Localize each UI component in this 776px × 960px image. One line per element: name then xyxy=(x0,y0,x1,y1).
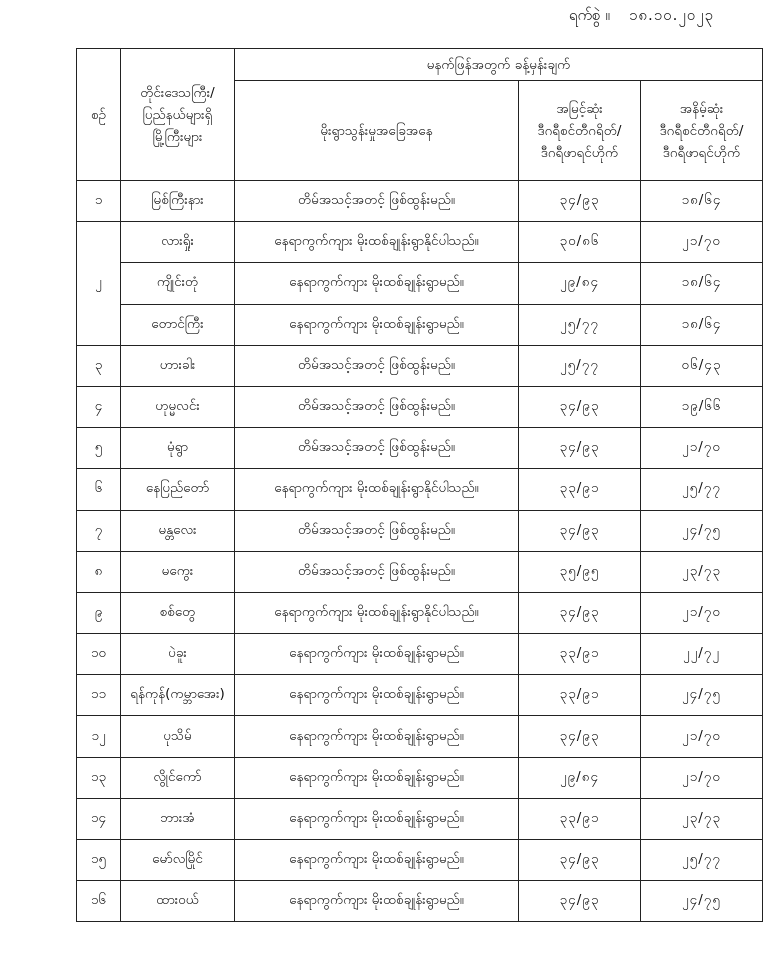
serial-cell: ၆ xyxy=(77,469,121,510)
condition-cell: နေရာကွက်ကျား မိုးထစ်ချုန်းရွာမည်။ xyxy=(235,304,519,345)
table-row xyxy=(77,675,763,716)
serial-cell: ၁၆ xyxy=(77,881,121,922)
table-row xyxy=(77,592,763,633)
condition-cell: နေရာကွက်ကျား မိုးထစ်ချုန်းရွာနိုင်ပါသည်။ xyxy=(235,222,519,263)
min-temp-cell: ၂၄/၇၅ xyxy=(641,510,763,551)
max-temp-cell: ၃၄/၉၃ xyxy=(519,181,641,222)
city-cell: ထားဝယ် xyxy=(121,881,235,922)
date-line xyxy=(569,6,714,28)
max-temp-cell: ၂၉/၈၄ xyxy=(519,263,641,304)
serial-cell: ၈ xyxy=(77,551,121,592)
city-cell: ကျိုင်းတုံ xyxy=(121,263,235,304)
city-cell: ပုသိမ် xyxy=(121,716,235,757)
min-temp-cell: ၂၁/၇၀ xyxy=(641,592,763,633)
city-cell: ဘားအံ xyxy=(121,798,235,839)
city-cell: လွိုင်ကော် xyxy=(121,757,235,798)
serial-cell: ၅ xyxy=(77,428,121,469)
max-temp-cell: ၃၅/၉၅ xyxy=(519,551,641,592)
max-temp-cell: ၃၃/၉၁ xyxy=(519,675,641,716)
serial-header: စဉ် xyxy=(77,49,121,181)
city-cell: လားရှိုး xyxy=(121,222,235,263)
condition-cell: နေရာကွက်ကျား မိုးထစ်ချုန်းရွာမည်။ xyxy=(235,757,519,798)
city-cell: ဟားခါး xyxy=(121,345,235,386)
table-row xyxy=(77,510,763,551)
min-temp-cell: ၂၃/၇၃ xyxy=(641,551,763,592)
max-temp-cell: ၂၅/၇၇ xyxy=(519,304,641,345)
max-temp-cell: ၃၄/၉၃ xyxy=(519,840,641,881)
forecast-table xyxy=(76,48,763,922)
min-header-line3: ဒီဂရီဖာရင်ဟိုက် xyxy=(662,144,741,161)
forecast-group-header: မနက်ဖြန်အတွက် ခန့်မှန်းချက် xyxy=(235,49,763,81)
table-row xyxy=(77,222,763,263)
min-temp-cell: ၁၈/၆၄ xyxy=(641,304,763,345)
min-temp-cell: ၁၈/၆၄ xyxy=(641,181,763,222)
city-cell: မော်လမြိုင် xyxy=(121,840,235,881)
condition-cell: တိမ်အသင့်အတင့် ဖြစ်ထွန်းမည်။ xyxy=(235,181,519,222)
city-cell: မန္တလေး xyxy=(121,510,235,551)
condition-header: မိုးရွာသွန်းမှုအခြေအနေ xyxy=(235,81,519,181)
min-temp-cell: ၂၅/၇၇ xyxy=(641,469,763,510)
min-temp-header xyxy=(641,81,763,181)
condition-cell: နေရာကွက်ကျား မိုးထစ်ချုန်းရွာမည်။ xyxy=(235,881,519,922)
serial-cell: ၁၄ xyxy=(77,798,121,839)
max-temp-cell: ၃၄/၉၃ xyxy=(519,592,641,633)
max-header-line2: ဒီဂရီစင်တီဂရိတ်/ xyxy=(537,122,622,139)
serial-cell: ၄ xyxy=(77,386,121,427)
city-cell: ပဲခူး xyxy=(121,634,235,675)
serial-cell: ၃ xyxy=(77,345,121,386)
condition-cell: နေရာကွက်ကျား မိုးထစ်ချုန်းရွာမည်။ xyxy=(235,840,519,881)
min-temp-cell: ၂၁/၇၀ xyxy=(641,716,763,757)
condition-cell: တိမ်အသင့်အတင့် ဖြစ်ထွန်းမည်။ xyxy=(235,551,519,592)
table-row xyxy=(77,757,763,798)
max-temp-cell: ၃၄/၉၃ xyxy=(519,881,641,922)
min-temp-cell: ၁၉/၆၆ xyxy=(641,386,763,427)
city-cell: မြစ်ကြီးနား xyxy=(121,181,235,222)
condition-cell: တိမ်အသင့်အတင့် ဖြစ်ထွန်းမည်။ xyxy=(235,428,519,469)
region-header-line1: တိုင်းဒေသကြီး/ xyxy=(140,84,215,101)
max-temp-cell: ၃၃/၉၁ xyxy=(519,634,641,675)
condition-cell: နေရာကွက်ကျား မိုးထစ်ချုန်းရွာမည်။ xyxy=(235,675,519,716)
max-temp-cell: ၂၉/၈၄ xyxy=(519,757,641,798)
max-temp-cell: ၃၃/၉၁ xyxy=(519,798,641,839)
serial-cell: ၇ xyxy=(77,510,121,551)
min-header-line2: ဒီဂရီစင်တီဂရိတ်/ xyxy=(659,122,744,139)
city-cell: မုံရွာ xyxy=(121,428,235,469)
city-cell: စစ်တွေ xyxy=(121,592,235,633)
min-temp-cell: ၁၈/၆၄ xyxy=(641,263,763,304)
condition-cell: နေရာကွက်ကျား မိုးထစ်ချုန်းရွာနိုင်ပါသည်။ xyxy=(235,469,519,510)
min-header-line1: အနိမ့်ဆုံး xyxy=(679,100,724,117)
city-cell: နေပြည်တော် xyxy=(121,469,235,510)
serial-cell: ၁၅ xyxy=(77,840,121,881)
table-row xyxy=(77,386,763,427)
serial-cell: ၁၃ xyxy=(77,757,121,798)
serial-cell: ၁ xyxy=(77,181,121,222)
condition-cell: နေရာကွက်ကျား မိုးထစ်ချုန်းရွာနိုင်ပါသည်။ xyxy=(235,592,519,633)
max-temp-header xyxy=(519,81,641,181)
min-temp-cell: ၂၅/၇၇ xyxy=(641,840,763,881)
region-header xyxy=(121,49,235,181)
min-temp-cell: ၀၆/၄၃ xyxy=(641,345,763,386)
table-row xyxy=(77,634,763,675)
table-row xyxy=(77,181,763,222)
max-header-line1: အမြင့်ဆုံး xyxy=(556,100,603,117)
min-temp-cell: ၂၃/၇၃ xyxy=(641,798,763,839)
table-row xyxy=(77,304,763,345)
table-row xyxy=(77,798,763,839)
serial-cell: ၁၀ xyxy=(77,634,121,675)
max-temp-cell: ၃၄/၉၃ xyxy=(519,386,641,427)
condition-cell: နေရာကွက်ကျား မိုးထစ်ချုန်းရွာမည်။ xyxy=(235,798,519,839)
city-cell: ရန်ကုန်(ကမ္ဘာအေး) xyxy=(121,675,235,716)
condition-cell: နေရာကွက်ကျား မိုးထစ်ချုန်းရွာမည်။ xyxy=(235,263,519,304)
condition-cell: နေရာကွက်ကျား မိုးထစ်ချုန်းရွာမည်။ xyxy=(235,716,519,757)
date-value: ၁၈.၁၀.၂၀၂၃ xyxy=(628,6,714,24)
min-temp-cell: ၂၁/၇၀ xyxy=(641,428,763,469)
condition-cell: တိမ်အသင့်အတင့် ဖြစ်ထွန်းမည်။ xyxy=(235,345,519,386)
condition-cell: တိမ်အသင့်အတင့် ဖြစ်ထွန်းမည်။ xyxy=(235,386,519,427)
table-row xyxy=(77,881,763,922)
table-row xyxy=(77,716,763,757)
serial-cell: ၁၂ xyxy=(77,716,121,757)
table-row xyxy=(77,840,763,881)
min-temp-cell: ၂၂/၇၂ xyxy=(641,634,763,675)
max-header-line3: ဒီဂရီဖာရင်ဟိုက် xyxy=(540,144,619,161)
table-row xyxy=(77,428,763,469)
region-header-line3: မြို့ကြီးများ xyxy=(152,128,203,145)
max-temp-cell: ၂၅/၇၇ xyxy=(519,345,641,386)
table-row xyxy=(77,263,763,304)
region-header-line2: ပြည်နယ်များရှိ xyxy=(142,106,213,123)
city-cell: တောင်ကြီး xyxy=(121,304,235,345)
table-row xyxy=(77,345,763,386)
city-cell: မကွေး xyxy=(121,551,235,592)
max-temp-cell: ၃၄/၉၃ xyxy=(519,716,641,757)
serial-cell: ၁၁ xyxy=(77,675,121,716)
serial-cell: ၉ xyxy=(77,592,121,633)
min-temp-cell: ၂၁/၇၀ xyxy=(641,757,763,798)
min-temp-cell: ၂၁/၇၀ xyxy=(641,222,763,263)
max-temp-cell: ၃၄/၉၃ xyxy=(519,428,641,469)
min-temp-cell: ၂၄/၇၅ xyxy=(641,881,763,922)
max-temp-cell: ၃၃/၉၁ xyxy=(519,469,641,510)
table-row xyxy=(77,551,763,592)
min-temp-cell: ၂၄/၇၅ xyxy=(641,675,763,716)
table-row xyxy=(77,469,763,510)
date-label: ရက်စွဲ ။ xyxy=(568,6,610,24)
condition-cell: နေရာကွက်ကျား မိုးထစ်ချုန်းရွာမည်။ xyxy=(235,634,519,675)
max-temp-cell: ၃၄/၉၃ xyxy=(519,510,641,551)
condition-cell: တိမ်အသင့်အတင့် ဖြစ်ထွန်းမည်။ xyxy=(235,510,519,551)
serial-cell: ၂ xyxy=(77,222,121,346)
city-cell: ဟုမ္မလင်း xyxy=(121,386,235,427)
max-temp-cell: ၃၀/၈၆ xyxy=(519,222,641,263)
